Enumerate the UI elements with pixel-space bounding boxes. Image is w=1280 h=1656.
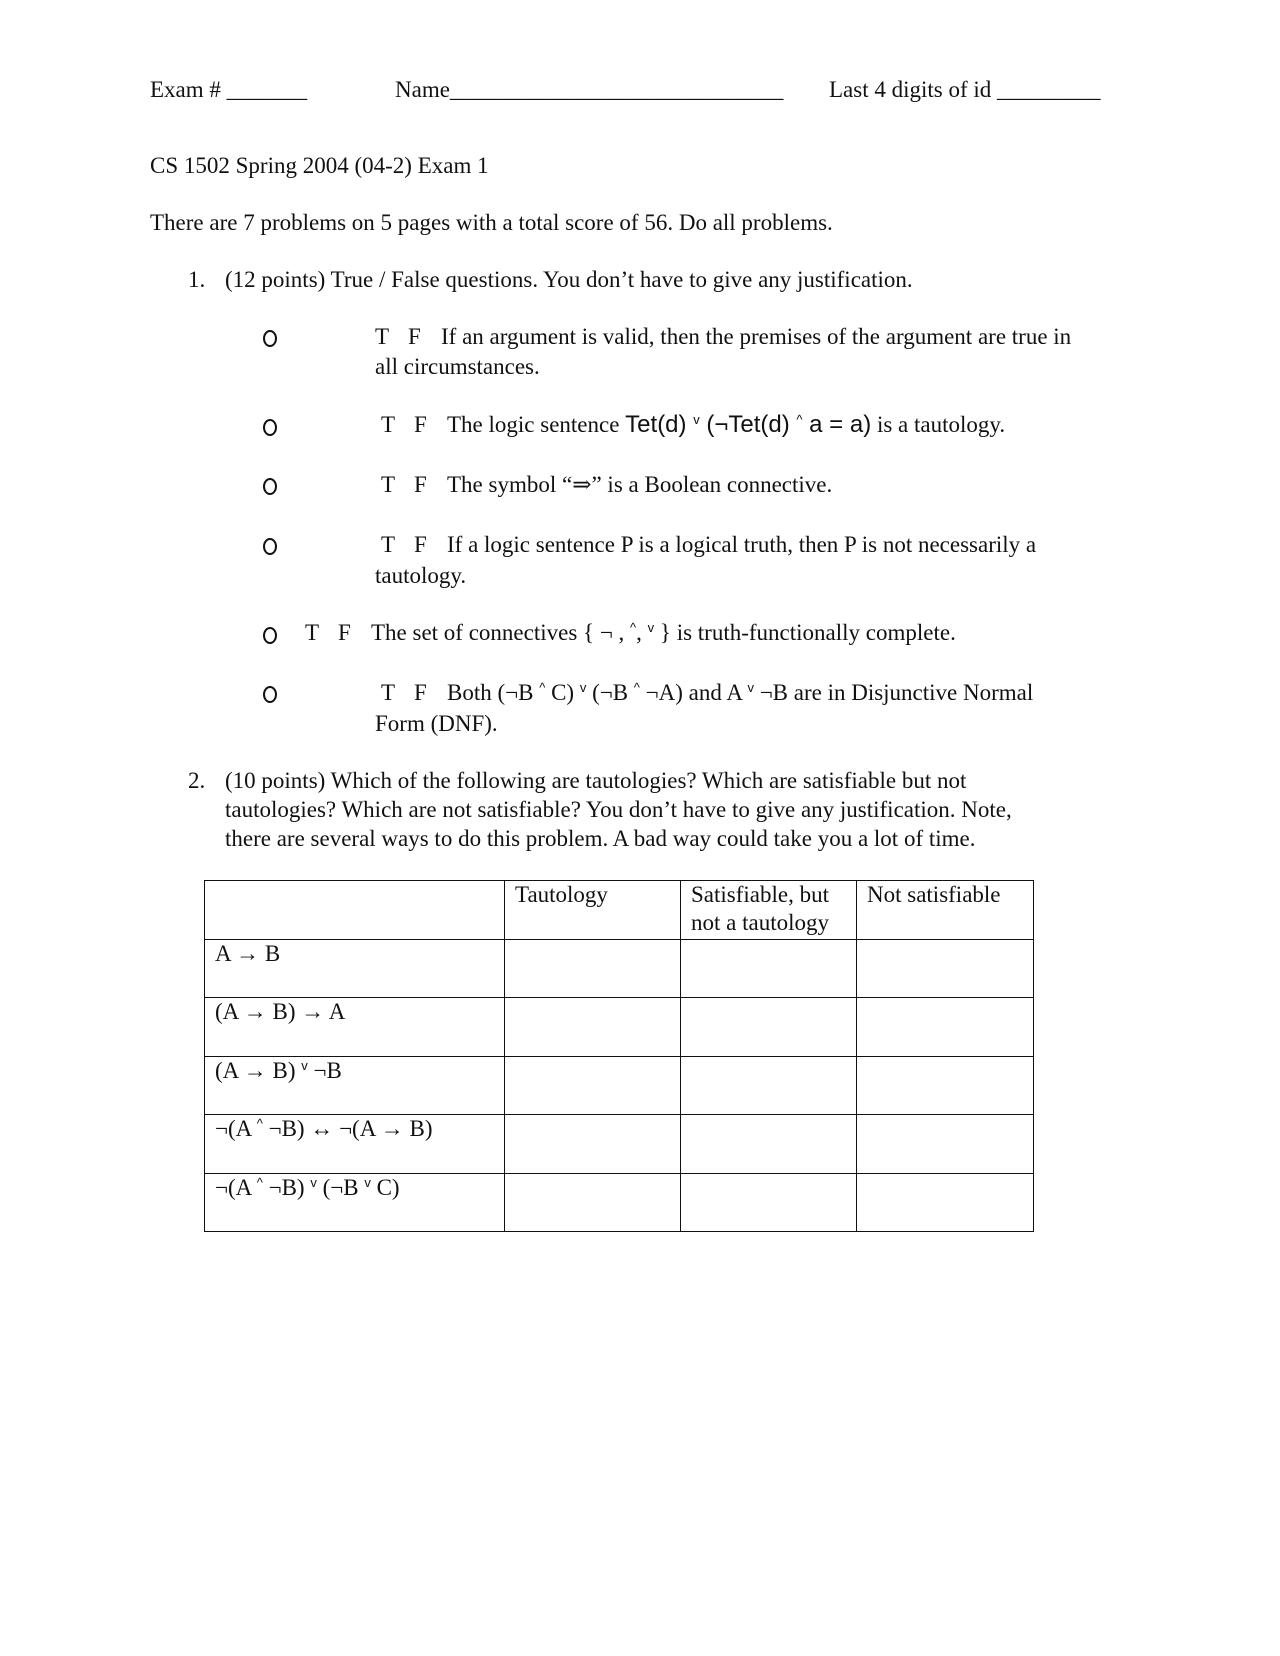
header-satisfiable: Satisfiable, but not a tautology	[681, 881, 857, 940]
true-option[interactable]: T	[381, 472, 396, 497]
bullet-icon	[263, 627, 277, 644]
header-tautology: Tautology	[505, 881, 681, 940]
bullet-icon	[263, 538, 277, 555]
true-option[interactable]: T	[381, 532, 396, 557]
bullet-icon	[263, 419, 277, 436]
false-option[interactable]: F	[414, 532, 427, 557]
answer-cell-not-satisfiable[interactable]	[857, 1173, 1034, 1232]
false-option[interactable]: F	[408, 324, 421, 349]
true-option[interactable]: T	[305, 620, 320, 645]
q2-prompt-line2: tautologies? Which are not satisfiable? You don’t have to give any justification. Note,	[225, 797, 1012, 822]
answer-cell-satisfiable[interactable]	[681, 1115, 857, 1174]
q1-item-4-line1	[381, 530, 1036, 560]
false-option[interactable]: F	[414, 680, 427, 705]
empty-header-cell	[205, 881, 505, 940]
header-not-satisfiable: Not satisfiable	[857, 881, 1034, 940]
exam-title: CS 1502 Spring 2004 (04-2) Exam 1	[150, 153, 489, 178]
formula-cell: ¬(A ^ ¬B) $^v$ (¬B $^v$ C)	[205, 1173, 505, 1232]
answer-cell-satisfiable[interactable]	[681, 1056, 857, 1115]
bullet-icon	[263, 478, 277, 495]
q1-item-6-line2: Form (DNF).	[375, 711, 498, 736]
exam-number-label: Exam # _______	[150, 77, 308, 102]
formula-cell: (A → B) → A	[205, 998, 505, 1057]
statement-text: The symbol “⇒” is a Boolean connective.	[447, 472, 833, 497]
table-row	[205, 1115, 1034, 1174]
answer-cell-not-satisfiable[interactable]	[857, 998, 1034, 1057]
true-option[interactable]: T	[375, 324, 390, 349]
q1-item-1-line2: all circumstances.	[375, 354, 540, 379]
answer-cell-satisfiable[interactable]	[681, 939, 857, 998]
formula-cell: (A → B) $^v$ ¬B	[205, 1056, 505, 1115]
table-row	[205, 998, 1034, 1057]
q2-number: 2.	[188, 768, 206, 793]
answer-cell-satisfiable[interactable]	[681, 998, 857, 1057]
name-label: Name_____________________________	[395, 77, 784, 102]
answer-cell-not-satisfiable[interactable]	[857, 1115, 1034, 1174]
statement-text: If an argument is valid, then the premises of the argument are true in	[441, 324, 1072, 349]
statement-text: The set of connectives { ¬ , ^, $^v$ } is truth-functionally complete.	[371, 620, 956, 645]
table-header-row	[205, 881, 1034, 940]
answer-cell-tautology[interactable]	[505, 1056, 681, 1115]
false-option[interactable]: F	[338, 620, 351, 645]
table-row	[205, 1056, 1034, 1115]
statement-text: Both (¬B ^ C) $^v$ (¬B ^ ¬A) and A $^v$ ¬B are in Disjunctive Normal	[447, 680, 1034, 705]
q1-item-6-line1	[381, 678, 1033, 711]
statement-text: The logic sentence Tet(d) $^v$ (¬Tet(d) ^ a = a) is a tautology.	[447, 411, 1006, 438]
bullet-icon	[263, 330, 277, 347]
answer-cell-not-satisfiable[interactable]	[857, 1056, 1034, 1115]
formula-cell: ¬(A ^ ¬B) ↔ ¬(A → B)	[205, 1115, 505, 1174]
exam-instructions: There are 7 problems on 5 pages with a total score of 56. Do all problems.	[150, 210, 833, 235]
q2-prompt-line3: there are several ways to do this problem. A bad way could take you a lot of time.	[225, 826, 976, 851]
answer-table	[204, 880, 1034, 1232]
answer-cell-tautology[interactable]	[505, 939, 681, 998]
table-row	[205, 939, 1034, 998]
statement-text: If a logic sentence P is a logical truth, then P is not necessarily a	[447, 532, 1037, 557]
false-option[interactable]: F	[414, 412, 427, 437]
q1-item-4-line2: tautology.	[375, 563, 467, 588]
q2-prompt-line1: (10 points) Which of the following are tautologies? Which are satisfiable but not	[225, 768, 967, 793]
false-option[interactable]: F	[414, 472, 427, 497]
answer-cell-tautology[interactable]	[505, 1115, 681, 1174]
answer-cell-satisfiable[interactable]	[681, 1173, 857, 1232]
id-label: Last 4 digits of id _________	[829, 77, 1101, 102]
answer-cell-tautology[interactable]	[505, 1173, 681, 1232]
table-row	[205, 1173, 1034, 1232]
q1-prompt: (12 points) True / False questions. You don’t have to give any justification.	[225, 267, 913, 292]
q1-item-5-line	[305, 618, 956, 651]
q1-item-2-line	[381, 410, 1005, 443]
true-option[interactable]: T	[381, 412, 396, 437]
true-option[interactable]: T	[381, 680, 396, 705]
q1-item-1-line1	[375, 322, 1071, 352]
formula-cell: A → B	[205, 939, 505, 998]
q1-item-3-line	[381, 470, 832, 500]
answer-cell-tautology[interactable]	[505, 998, 681, 1057]
answer-cell-not-satisfiable[interactable]	[857, 939, 1034, 998]
q1-number: 1.	[188, 267, 206, 292]
bullet-icon	[263, 686, 277, 703]
